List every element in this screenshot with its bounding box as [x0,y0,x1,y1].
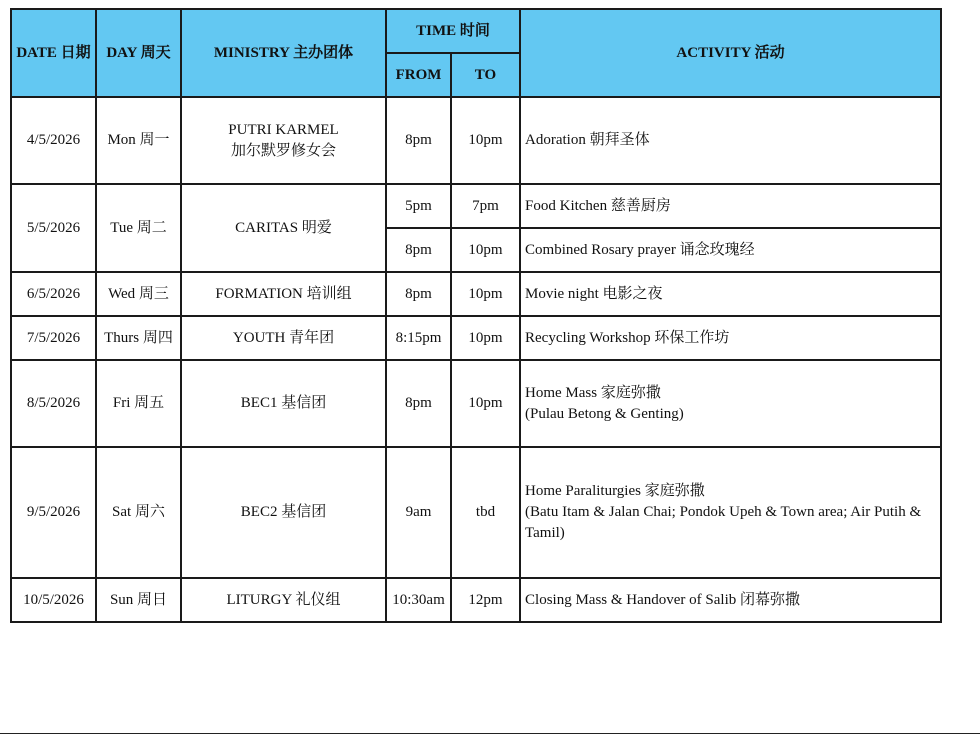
table-row [11,578,941,622]
table-row [11,97,941,184]
day-cell: Sun 周日 [96,578,181,622]
day-cell: Tue 周二 [96,184,181,272]
cell-line: Recycling Workshop 环保工作坊 [525,329,730,346]
table-row [11,447,941,578]
schedule-table [10,8,942,623]
ministry-cell [181,447,386,578]
cell-line: BEC1 基信团 [240,395,327,411]
ministry-cell [181,578,386,622]
day-cell: Wed 周三 [96,272,181,316]
ministry-cell [181,360,386,447]
time-to-cell: 10pm [451,360,520,447]
date-cell: 8/5/2026 [11,360,96,447]
time-to-cell: 7pm [451,184,520,228]
header-day: DAY 周天 [96,9,181,97]
cell-line: YOUTH 青年团 [232,329,335,346]
date-cell: 6/5/2026 [11,272,96,316]
header-to: TO [451,53,520,97]
cell-line: LITURGY 礼仪组 [226,591,341,608]
activity-cell [520,184,941,228]
day-cell: Thurs 周四 [96,316,181,360]
day-cell: Sat 周六 [96,447,181,578]
time-from-cell: 5pm [386,184,451,228]
time-from-cell: 8pm [386,272,451,316]
cell-line: Combined Rosary prayer 诵念玫瑰经 [525,241,755,258]
activity-cell [520,97,941,184]
table-header [11,9,941,97]
cell-line: Adoration 朝拜圣体 [525,132,650,148]
cell-line: 加尔默罗修女会 [230,142,336,159]
cell-line: Home Mass 家庭弥撒 [525,384,661,401]
time-to-cell: tbd [451,447,520,578]
cell-line: Closing Mass & Handover of Salib 闭幕弥撒 [525,591,801,608]
header-from: FROM [386,53,451,97]
time-to-cell: 10pm [451,228,520,272]
day-cell: Mon 周一 [96,97,181,184]
header-date: DATE 日期 [11,9,96,97]
header-ministry: MINISTRY 主办团体 [181,9,386,97]
ministry-cell [181,272,386,316]
time-from-cell: 8:15pm [386,316,451,360]
activity-cell [520,360,941,447]
date-cell: 10/5/2026 [11,578,96,622]
ministry-cell [181,97,386,184]
time-from-cell: 8pm [386,228,451,272]
cell-line: Movie night 电影之夜 [525,285,663,302]
activity-cell [520,272,941,316]
time-to-cell: 12pm [451,578,520,622]
ministry-cell [181,184,386,272]
activity-cell [520,578,941,622]
date-cell: 4/5/2026 [11,97,96,184]
time-to-cell: 10pm [451,272,520,316]
time-to-cell: 10pm [451,316,520,360]
time-from-cell: 10:30am [386,578,451,622]
time-from-cell: 8pm [386,360,451,447]
time-from-cell: 9am [386,447,451,578]
activity-cell [520,447,941,578]
day-cell: Fri 周五 [96,360,181,447]
table-row [11,360,941,447]
header-time: TIME 时间 [386,9,520,53]
cell-line: CARITAS 明爱 [235,219,332,236]
header-activity: ACTIVITY 活动 [520,9,941,97]
cell-line: PUTRI KARMEL [228,121,339,138]
cell-line: (Pulau Betong & Genting) [525,405,684,422]
activity-cell [520,228,941,272]
table-row [11,316,941,360]
table-body [11,97,941,622]
cell-line: BEC2 基信团 [240,504,327,520]
table-row [11,184,941,228]
cell-line: Food Kitchen 慈善厨房 [525,197,671,214]
cell-line: Home Paraliturgies 家庭弥撒 [525,483,705,499]
cell-line: (Batu Itam & Jalan Chai; Pondok Upeh & Town area; Air Putih & Tamil) [525,504,922,541]
date-cell: 5/5/2026 [11,184,96,272]
time-to-cell: 10pm [451,97,520,184]
ministry-cell [181,316,386,360]
time-from-cell: 8pm [386,97,451,184]
date-cell: 9/5/2026 [11,447,96,578]
date-cell: 7/5/2026 [11,316,96,360]
page-bottom-rule [0,733,980,734]
cell-line: FORMATION 培训组 [215,285,352,302]
table-row [11,272,941,316]
activity-cell [520,316,941,360]
